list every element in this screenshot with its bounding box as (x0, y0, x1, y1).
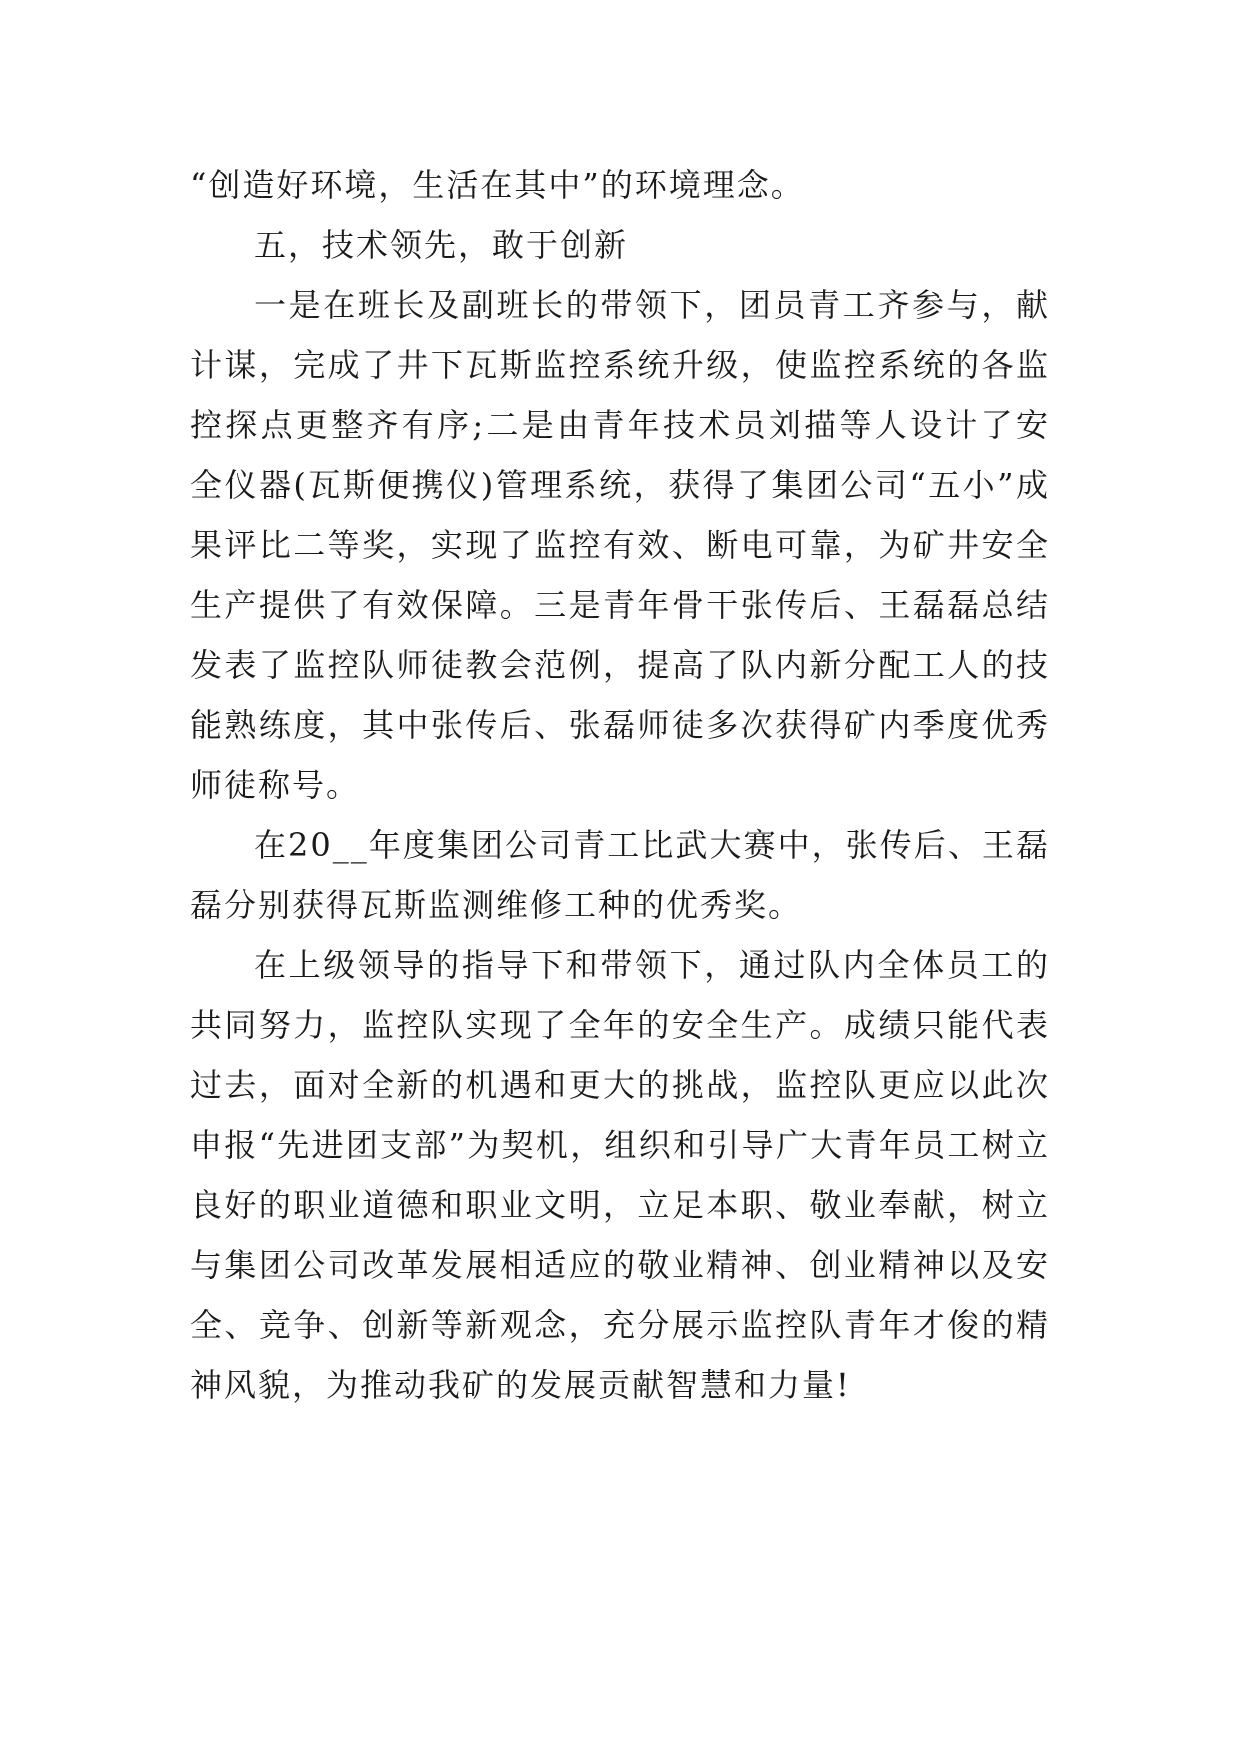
paragraph-continuation: “创造好环境，生活在其中”的环境理念。 (190, 166, 805, 204)
paragraph-conclusion: 在上级领导的指导下和带领下，通过队内全体员工的共同努力，监控队实现了全年的安全生产。成绩只能代表过去，面对全新的机遇和更大的挑战，监控队更应以此次申报“先进团支部”为契机，组织和引导广大青年员工树立良好的职业道德和职业文明，立足本职、敬业奉献，树立与集团公司改革发展相适应的敬业精神、创业精神以及安全、竞争、创新等新观念，充分展示监控队青年才俊的精神风貌，为推动我矿的发展贡献智慧和力量! (190, 946, 1050, 1404)
paragraph-achievements: 一是在班长及副班长的带领下，团员青工齐参与，献计谋，完成了井下瓦斯监控系统升级，使监控系统的各监控探点更整齐有序;二是由青年技术员刘描等人设计了安全仪器(瓦斯便携仪)管理系统，获得了集团公司“五小”成果评比二等奖，实现了监控有效、断电可靠，为矿井安全生产提供了有效保障。三是青年骨干张传后、王磊磊总结发表了监控队师徒教会范例，提高了队内新分配工人的技能熟练度，其中张传后、张磊师徒多次获得矿内季度优秀师徒称号。 (190, 286, 1050, 804)
document-body (190, 155, 1050, 1415)
paragraph-competition: 在20__年度集团公司青工比武大赛中，张传后、王磊磊分别获得瓦斯监测维修工种的优秀奖。 (190, 826, 1050, 924)
section-heading: 五，技术领先，敢于创新 (254, 226, 629, 264)
